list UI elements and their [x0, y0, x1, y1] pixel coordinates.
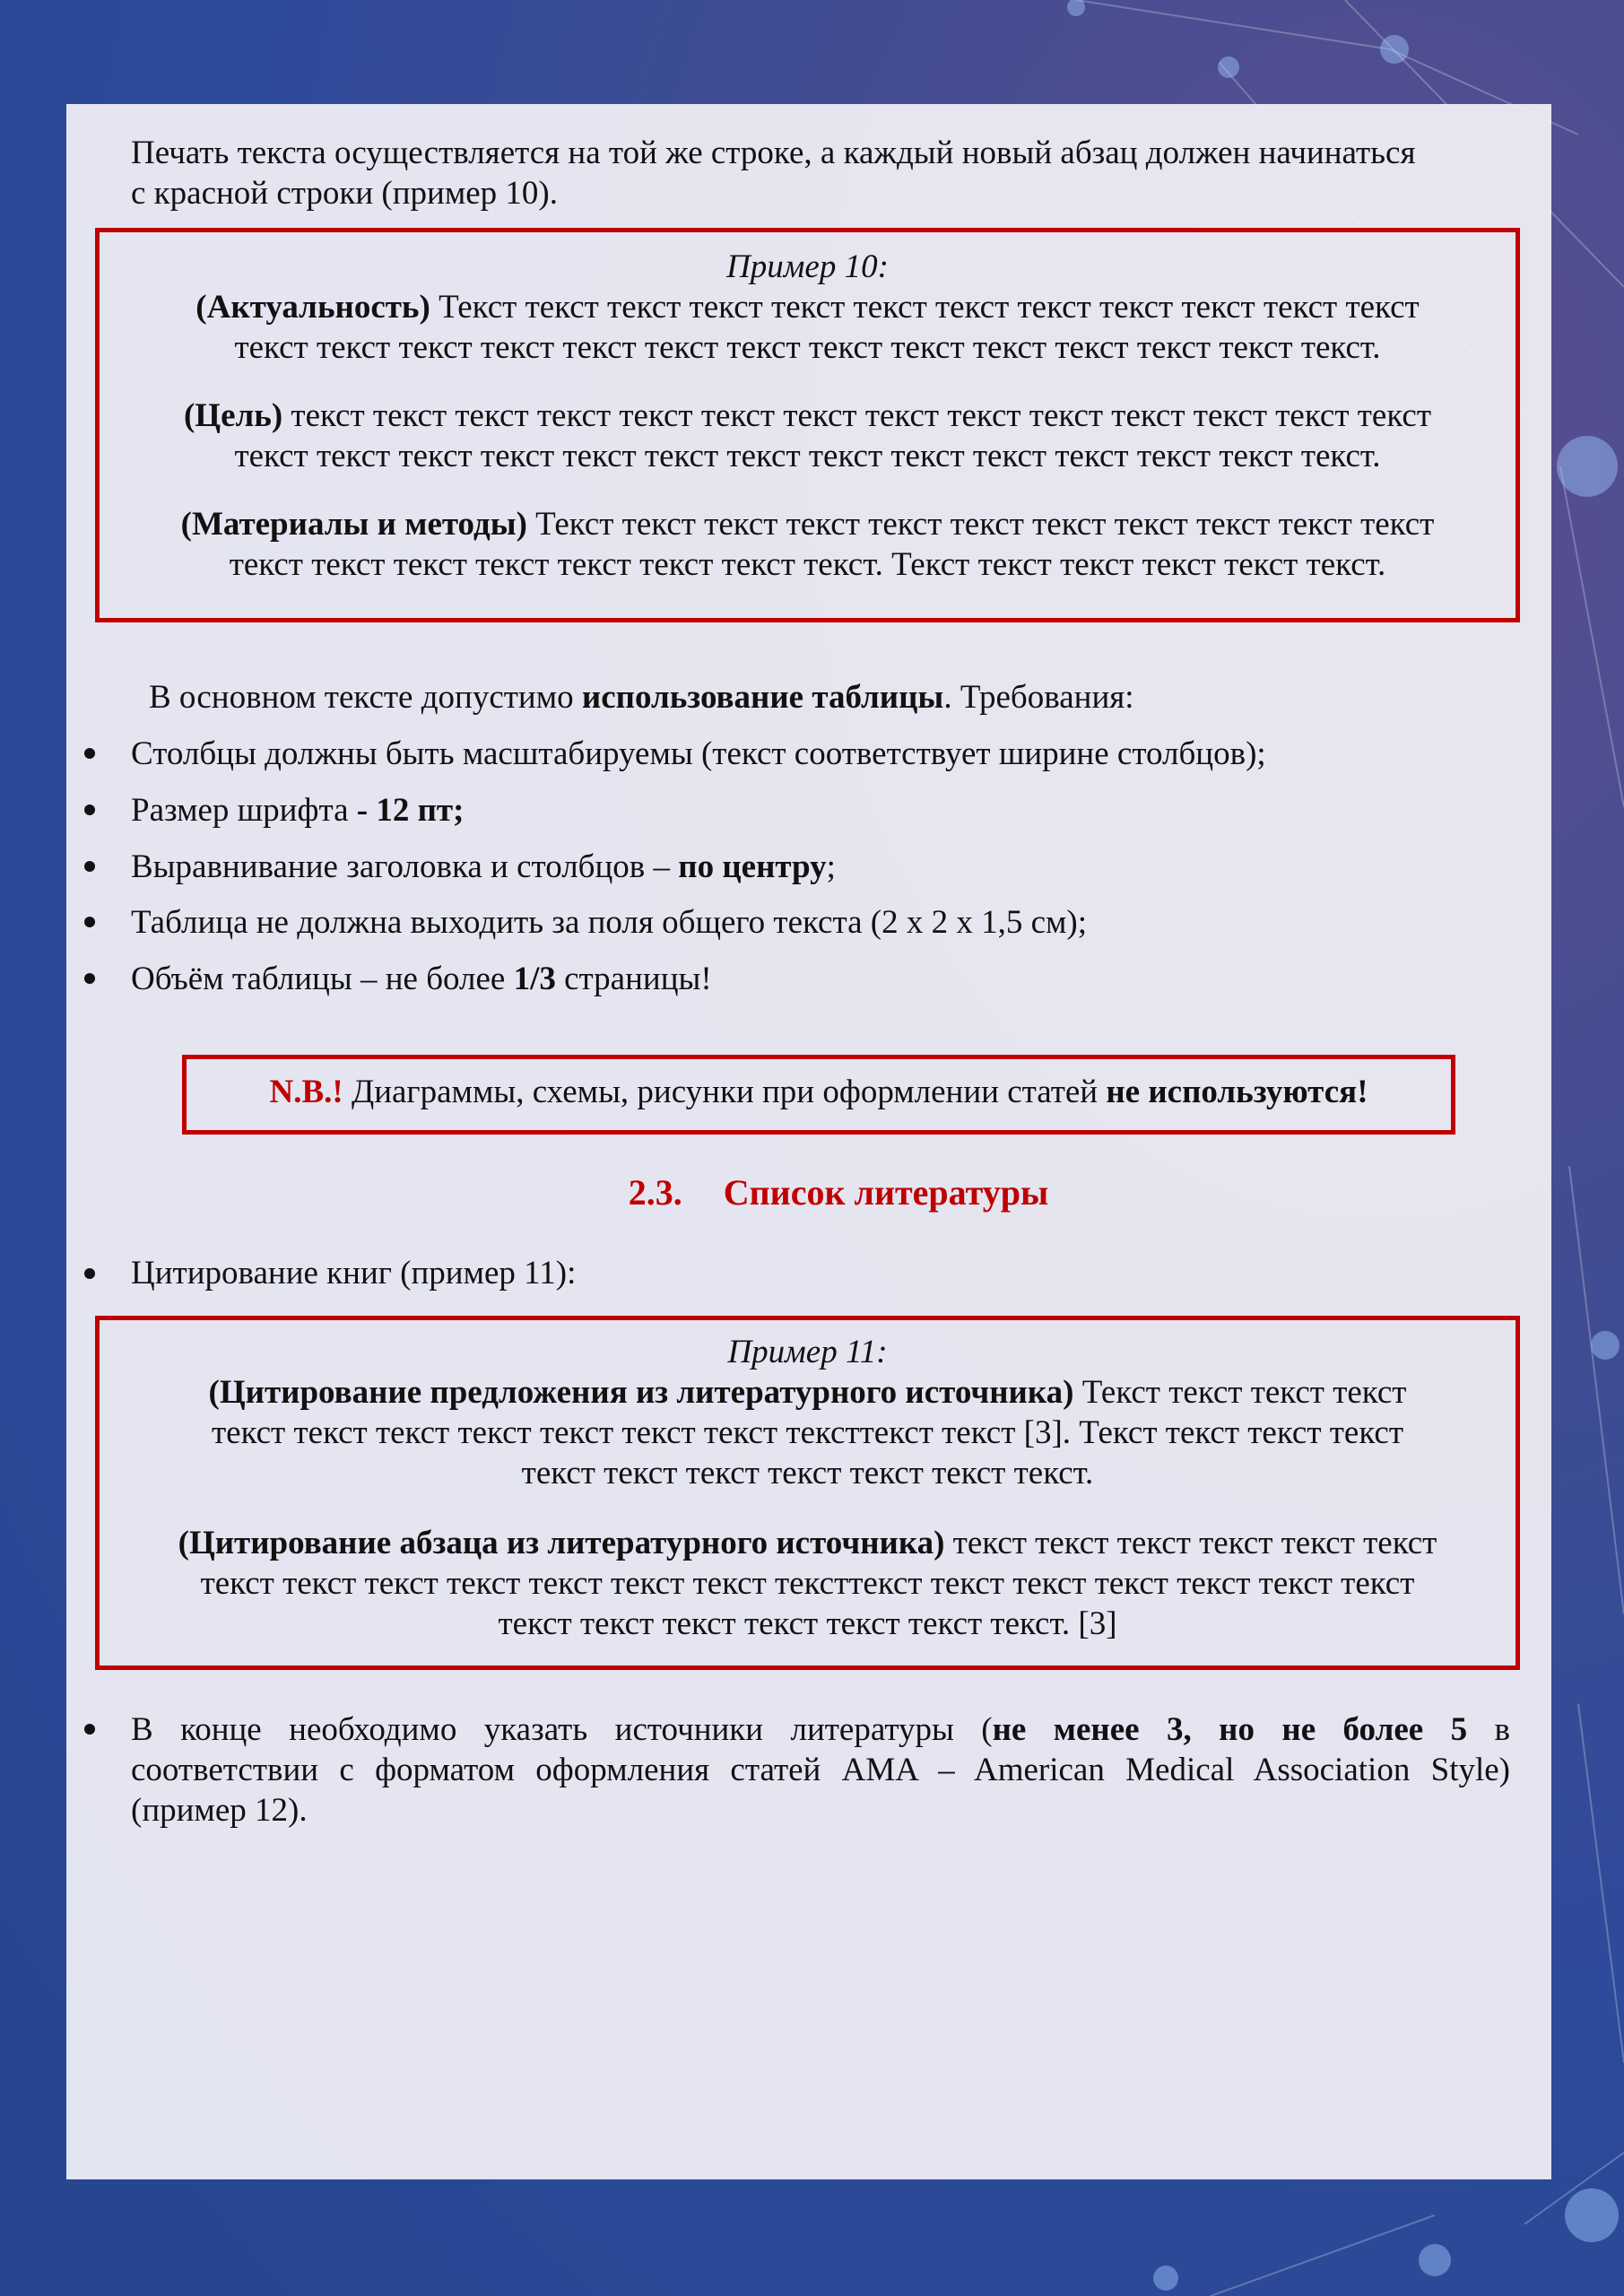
tables-intro-post: . Требования: — [943, 679, 1134, 716]
example-10-p1-line1 — [99, 287, 1516, 327]
sources-line-1-text: В конце необходимо указать источники литературы ( — [131, 1711, 993, 1748]
example-11-p2-line3: текст текст текст текст текст текст текст. [3] — [498, 1605, 1117, 1642]
bullet-dot — [84, 1268, 95, 1279]
citing-books: Цитирование книг (пример 11): — [131, 1255, 577, 1292]
example-11-p1-text: Текст текст текст текст — [1073, 1374, 1407, 1411]
tables-intro — [149, 677, 1530, 718]
section-heading — [99, 1171, 1578, 1214]
tables-bullet-5-text: Объём таблицы – не более — [131, 961, 514, 997]
example-10-p3-line2: текст текст текст текст текст текст текст текст. Текст текст текст текст текст текст. — [229, 546, 1386, 583]
tables-bullet-3-text: Выравнивание заголовка и столбцов – — [131, 848, 679, 885]
tables-bullet-5-post: страницы! — [555, 961, 712, 997]
example-11-p2-line2: текст текст текст текст текст текст текст тексттекст текст текст текст текст текст текст — [200, 1565, 1415, 1602]
sources-line-1 — [131, 1709, 1510, 1750]
nb-bold: не используются! — [1106, 1074, 1368, 1110]
tables-bullet-2-text: Размер шрифта — [131, 792, 357, 829]
nb-text: Диаграммы, схемы, рисунки при оформлении статей — [343, 1074, 1107, 1110]
sources-line-1-bold: не менее 3, но не более 5 — [992, 1711, 1468, 1748]
sources-line-2: соответствии с форматом оформления статей AMA – American Medical Association Style) — [131, 1752, 1510, 1788]
tables-intro-text: В основном тексте допустимо — [149, 679, 582, 716]
tables-bullet-2 — [131, 790, 1530, 831]
example-10-p3-line1 — [99, 504, 1516, 544]
tables-bullet-4: Таблица не должна выходить за поля общего текста (2 х 2 х 1,5 см); — [131, 904, 1088, 941]
example-10-p1-bold: (Актуальность) — [195, 289, 430, 326]
bullet-dot — [84, 917, 95, 927]
example-11-p2-text: текст текст текст текст текст текст — [944, 1525, 1437, 1561]
tables-bullet-3 — [131, 847, 1530, 887]
bullet-dot — [84, 1724, 95, 1735]
tables-bullet-1: Столбцы должны быть масштабируемы (текст соответствует ширине столбцов); — [131, 735, 1266, 772]
example-10-p2-line1 — [99, 396, 1516, 436]
bullet-dot — [84, 861, 95, 872]
section-number: 2.3. — [628, 1172, 682, 1213]
sources-line-3: (пример 12). — [131, 1792, 308, 1829]
tables-intro-bold: использование таблицы — [581, 679, 944, 716]
tables-bullet-2-bold: - 12 пт; — [356, 792, 465, 829]
example-10-p3-bold: (Материалы и методы) — [180, 506, 527, 543]
example-10-p1-line2: текст текст текст текст текст текст текст текст текст текст текст текст текст текст. — [234, 329, 1381, 366]
bullet-dot — [84, 748, 95, 759]
nb-label: N.B.! — [269, 1074, 343, 1110]
intro-line-2: с красной строки (пример 10). — [131, 175, 558, 212]
tables-bullet-5-bold: 1/3 — [513, 961, 556, 997]
example-11-p1-bold: (Цитирование предложения из литературного источника) — [208, 1374, 1074, 1411]
intro-line-1: Печать текста осуществляется на той же строке, а каждый новый абзац должен начинаться — [131, 135, 1416, 171]
bullet-dot — [84, 804, 95, 815]
example-10-p3-text: Текст текст текст текст текст текст текст текст текст текст текст — [526, 506, 1435, 543]
example-10-p1-text: Текст текст текст текст текст текст текст текст текст текст текст текст — [430, 289, 1420, 326]
example-11-p1-line1 — [99, 1372, 1516, 1413]
example-10-p2-text: текст текст текст текст текст текст текст текст текст текст текст текст текст текст — [282, 397, 1431, 434]
example-11-p2-line1 — [99, 1523, 1516, 1563]
example-11-p1-line2: текст текст текст текст текст текст текст тексттекст текст [3]. Текст текст текст текст — [211, 1414, 1403, 1451]
tables-bullet-3-bold: по центру — [678, 848, 827, 885]
sources-line-1-post: в — [1467, 1711, 1510, 1748]
example-10-p2-bold: (Цель) — [183, 397, 283, 434]
section-title: Список литературы — [723, 1172, 1049, 1213]
nb-line — [186, 1072, 1452, 1112]
example-11-title: Пример 11: — [727, 1334, 888, 1370]
tables-bullet-5 — [131, 959, 1530, 999]
example-10-title: Пример 10: — [726, 248, 889, 285]
bullet-dot — [84, 973, 95, 984]
example-11-p1-line3: текст текст текст текст текст текст текст. — [521, 1455, 1094, 1492]
tables-bullet-3-post: ; — [826, 848, 836, 885]
example-10-p2-line2: текст текст текст текст текст текст текст текст текст текст текст текст текст текст. — [234, 438, 1381, 474]
example-11-p2-bold: (Цитирование абзаца из литературного источника) — [178, 1525, 945, 1561]
